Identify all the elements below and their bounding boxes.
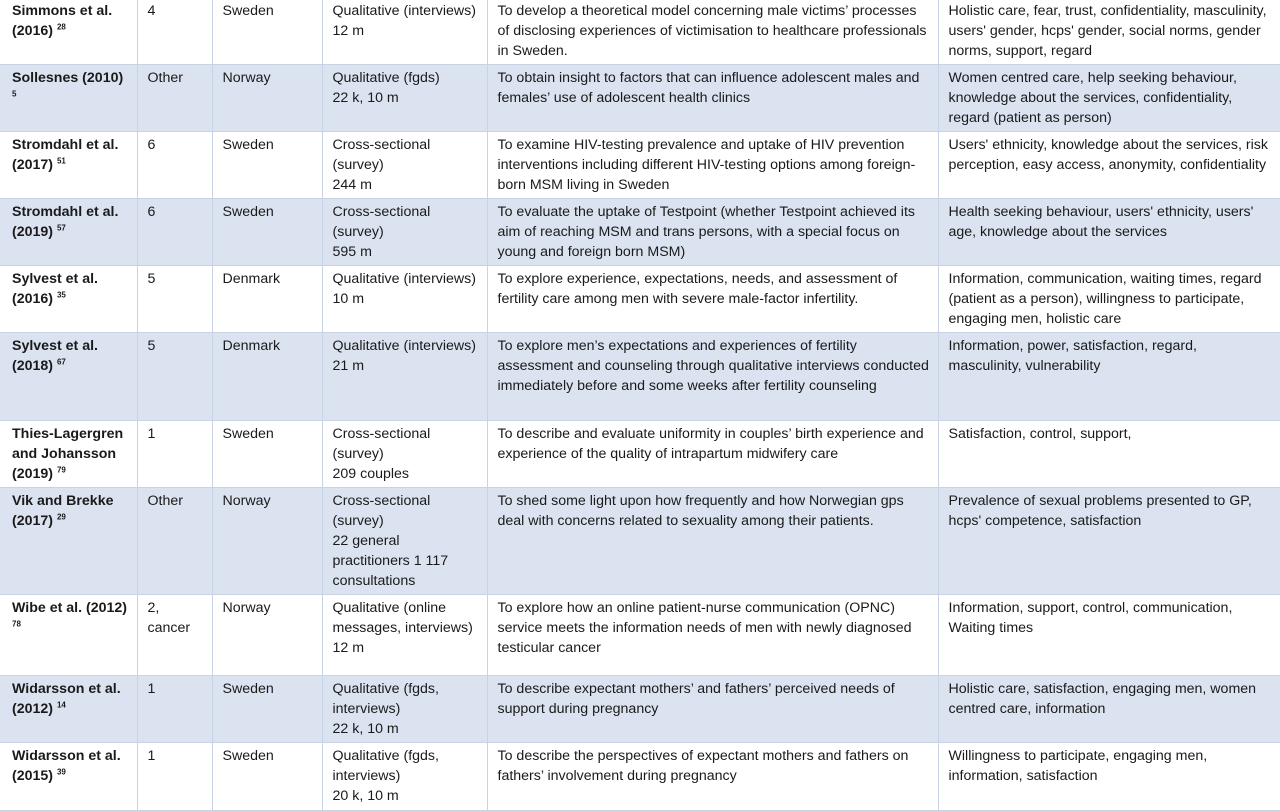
quality-score-cell: 1: [137, 676, 212, 743]
quality-score-cell: 5: [137, 333, 212, 421]
country-cell: Norway: [212, 488, 322, 595]
quality-score-cell: 2, cancer: [137, 595, 212, 676]
table-row: [0, 595, 1280, 676]
country-cell: Norway: [212, 595, 322, 676]
themes-cell: Health seeking behaviour, users' ethnicity, users' age, knowledge about the services: [938, 199, 1280, 266]
aim-cell: To explore men’s expectations and experiences of fertility assessment and counseling through qualitative interviews conducted immediately before and some weeks after fertility counseling: [487, 333, 938, 421]
themes-cell: Willingness to participate, engaging men, information, satisfaction: [938, 743, 1280, 811]
design-text: Cross-sectional (survey) 209 couples: [332, 426, 431, 482]
study-cell: [0, 333, 137, 421]
study-name: Sylvest et al. (2018): [12, 338, 98, 374]
country-cell: Denmark: [212, 266, 322, 333]
quality-score-cell: 1: [137, 421, 212, 488]
reference-number: 35: [56, 290, 66, 300]
design-text: Qualitative (interviews) 12 m: [332, 3, 476, 39]
design-text: Cross-sectional (survey) 22 general practitioners 1 117 consultations: [332, 493, 449, 589]
design-sample-cell: [322, 488, 487, 595]
themes-cell: Information, power, satisfaction, regard, masculinity, vulnerability: [938, 333, 1280, 421]
design-sample-cell: [322, 266, 487, 333]
themes-cell: Information, communication, waiting times, regard (patient as a person), willingness to participate, engaging men, holistic care: [938, 266, 1280, 333]
quality-score-cell: 4: [137, 0, 212, 65]
reference-number: 28: [56, 22, 66, 32]
study-name: Sylvest et al. (2016): [12, 271, 98, 307]
aim-cell: To explore experience, expectations, needs, and assessment of fertility care among men with severe male-factor infertility.: [487, 266, 938, 333]
quality-score-cell: 1: [137, 743, 212, 811]
themes-cell: Holistic care, satisfaction, engaging men, women centred care, information: [938, 676, 1280, 743]
design-text: Cross-sectional (survey) 595 m: [332, 204, 431, 260]
reference-number: 39: [56, 767, 66, 777]
design-sample-cell: [322, 65, 487, 132]
design-text: Qualitative (online messages, interviews) 12 m: [332, 600, 473, 656]
country-cell: Sweden: [212, 132, 322, 199]
reference-number: 67: [56, 357, 66, 367]
aim-cell: To describe the perspectives of expectant mothers and fathers on fathers’ involvement during pregnancy: [487, 743, 938, 811]
themes-cell: Prevalence of sexual problems presented to GP, hcps' competence, satisfaction: [938, 488, 1280, 595]
table-row: [0, 199, 1280, 266]
study-name: Stromdahl et al. (2017): [12, 137, 119, 173]
aim-cell: To explore how an online patient-nurse communication (OPNC) service meets the information needs of men with newly diagnosed testicular cancer: [487, 595, 938, 676]
reference-number: 51: [56, 156, 66, 166]
country-cell: Sweden: [212, 743, 322, 811]
country-cell: Sweden: [212, 0, 322, 65]
country-cell: Denmark: [212, 333, 322, 421]
study-cell: [0, 65, 137, 132]
quality-score-cell: 6: [137, 132, 212, 199]
study-cell: [0, 421, 137, 488]
study-cell: [0, 199, 137, 266]
table-row: [0, 333, 1280, 421]
country-cell: Sweden: [212, 199, 322, 266]
table-row: [0, 488, 1280, 595]
study-cell: [0, 132, 137, 199]
design-text: Qualitative (fgds, interviews) 20 k, 10 m: [332, 748, 439, 804]
study-cell: [0, 676, 137, 743]
table-row: [0, 65, 1280, 132]
aim-cell: To describe and evaluate uniformity in couples’ birth experience and experience of the quality of intrapartum midwifery care: [487, 421, 938, 488]
study-name: Widarsson et al. (2012): [12, 681, 121, 717]
aim-cell: To develop a theoretical model concerning male victims’ processes of disclosing experiences of victimisation to healthcare professionals in Sweden.: [487, 0, 938, 65]
quality-score-cell: 5: [137, 266, 212, 333]
study-name: Sollesnes (2010): [12, 70, 124, 86]
table-row: [0, 0, 1280, 65]
design-sample-cell: [322, 0, 487, 65]
study-cell: [0, 266, 137, 333]
quality-score-cell: Other: [137, 65, 212, 132]
themes-cell: Users' ethnicity, knowledge about the services, risk perception, easy access, anonymity, confidentiality: [938, 132, 1280, 199]
design-text: Qualitative (fgds) 22 k, 10 m: [332, 70, 440, 106]
aim-cell: To evaluate the uptake of Testpoint (whether Testpoint achieved its aim of reaching MSM and trans persons, with a special focus on young and foreign born MSM): [487, 199, 938, 266]
table-row: [0, 132, 1280, 199]
study-name: Thies-Lagergren and Johansson (2019): [12, 426, 124, 482]
themes-cell: Holistic care, fear, trust, confidentiality, masculinity, users' gender, hcps' gender, social norms, gender norms, support, regard: [938, 0, 1280, 65]
design-sample-cell: [322, 132, 487, 199]
design-sample-cell: [322, 199, 487, 266]
design-sample-cell: [322, 333, 487, 421]
quality-score-cell: 6: [137, 199, 212, 266]
study-cell: [0, 488, 137, 595]
table-row: [0, 743, 1280, 811]
study-name: Stromdahl et al. (2019): [12, 204, 119, 240]
themes-cell: Information, support, control, communication, Waiting times: [938, 595, 1280, 676]
design-text: Qualitative (fgds, interviews) 22 k, 10 m: [332, 681, 439, 737]
themes-cell: Satisfaction, control, support,: [938, 421, 1280, 488]
aim-cell: To examine HIV-testing prevalence and uptake of HIV prevention interventions including different HIV-testing options among foreign-born MSM living in Sweden: [487, 132, 938, 199]
study-name: Wibe et al. (2012): [12, 600, 127, 616]
reference-number: 14: [56, 700, 66, 710]
design-sample-cell: [322, 676, 487, 743]
table-row: [0, 421, 1280, 488]
design-text: Qualitative (interviews) 21 m: [332, 338, 476, 374]
design-sample-cell: [322, 595, 487, 676]
themes-cell: Women centred care, help seeking behaviour, knowledge about the services, confidentiality, regard (patient as person): [938, 65, 1280, 132]
country-cell: Sweden: [212, 676, 322, 743]
reference-number: 78: [12, 619, 21, 629]
reference-number: 5: [12, 89, 17, 99]
aim-cell: To shed some light upon how frequently and how Norwegian gps deal with concerns related to sexuality among their patients.: [487, 488, 938, 595]
reference-number: 79: [56, 465, 66, 475]
table-row: [0, 266, 1280, 333]
design-sample-cell: [322, 743, 487, 811]
quality-score-cell: Other: [137, 488, 212, 595]
country-cell: Norway: [212, 65, 322, 132]
study-cell: [0, 595, 137, 676]
study-cell: [0, 743, 137, 811]
reference-number: 57: [56, 223, 66, 233]
aim-cell: To obtain insight to factors that can influence adolescent males and females’ use of adolescent health clinics: [487, 65, 938, 132]
study-name: Simmons et al. (2016): [12, 3, 113, 39]
design-text: Qualitative (interviews) 10 m: [332, 271, 476, 307]
reference-number: 29: [56, 512, 66, 522]
design-sample-cell: [322, 421, 487, 488]
study-name: Widarsson et al. (2015): [12, 748, 121, 784]
study-name: Vik and Brekke (2017): [12, 493, 114, 529]
aim-cell: To describe expectant mothers’ and fathers’ perceived needs of support during pregnancy: [487, 676, 938, 743]
country-cell: Sweden: [212, 421, 322, 488]
design-text: Cross-sectional (survey) 244 m: [332, 137, 431, 193]
table-row: [0, 676, 1280, 743]
study-cell: [0, 0, 137, 65]
